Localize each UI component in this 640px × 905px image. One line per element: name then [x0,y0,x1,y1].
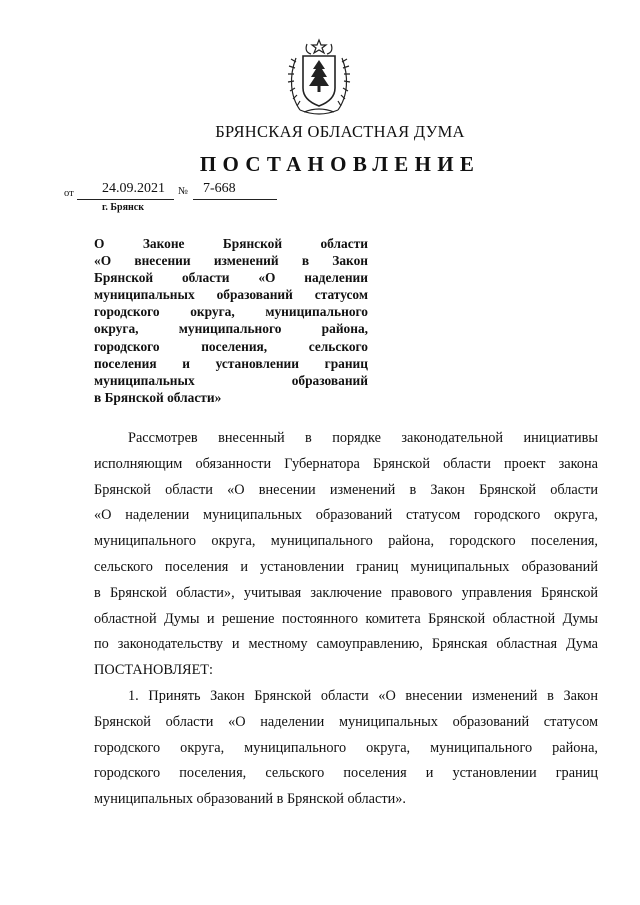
title-line: О Законе Брянской области [94,236,368,251]
body-line: в Брянской области», учитывая заключение правового управления Брянской [94,584,598,601]
body-line: городского округа, муниципального округа, муниципального района, [94,739,598,756]
title-line: городского поселения, сельского [94,338,368,354]
number-label: № [178,186,189,197]
city: г. Брянск [102,202,144,213]
date-underline [77,199,174,200]
body-line: Брянской области «О внесении изменений в Закон Брянской области [94,481,598,498]
body-line: муниципального округа, муниципального района, городского поселения, [94,533,598,550]
organization-name: БРЯНСКАЯ ОБЛАСТНАЯ ДУМА [215,122,465,141]
number-underline [193,199,277,200]
body-line: Брянской области «О наделении муниципальных образований статусом [94,713,598,730]
body-line: 1. Принять Закон Брянской области «О внесении изменений в Закон [128,687,598,704]
coat-of-arms-icon [286,36,352,118]
body-line: Рассмотрев внесенный в порядке законодательной инициативы [128,430,598,446]
body-line: сельского поселения и установлении границ муниципальных образований [94,558,598,575]
document-body [94,426,598,813]
body-line: исполняющим обязанности Губернатора Брянской области проект закона [94,455,598,472]
body-line: муниципальных образований в Брянской области». [94,791,406,808]
document-title [94,235,368,406]
document-type: ПОСТАНОВЛЕНИЕ [199,152,481,176]
resolution-keyword: ПОСТАНОВЛЯЕТ: [94,662,214,679]
body-line: «О наделении муниципальных образований статусом городского округа, [94,507,598,524]
title-line: муниципальных образований статусом [94,287,368,303]
body-line: областной Думы и решение постоянного комитета Брянской областной Думы [94,610,598,627]
title-line: «О внесении изменений в Закон [94,253,368,269]
document-number: 7-668 [203,181,236,196]
title-line: городского округа, муниципального [94,304,368,320]
title-line: муниципальных образований [94,372,368,388]
body-line: по законодательству и местному самоуправлению, Брянская областная Дума [94,636,598,653]
title-line: поселения и установлении границ [94,355,368,371]
document-date: 24.09.2021 [102,181,165,196]
body-line: городского поселения, сельского поселения и установлении границ [94,765,598,782]
title-line: округа, муниципального района, [94,321,368,337]
date-label: от [64,188,74,199]
title-line: в Брянской области» [94,389,222,405]
title-line: Брянской области «О наделении [94,270,368,286]
